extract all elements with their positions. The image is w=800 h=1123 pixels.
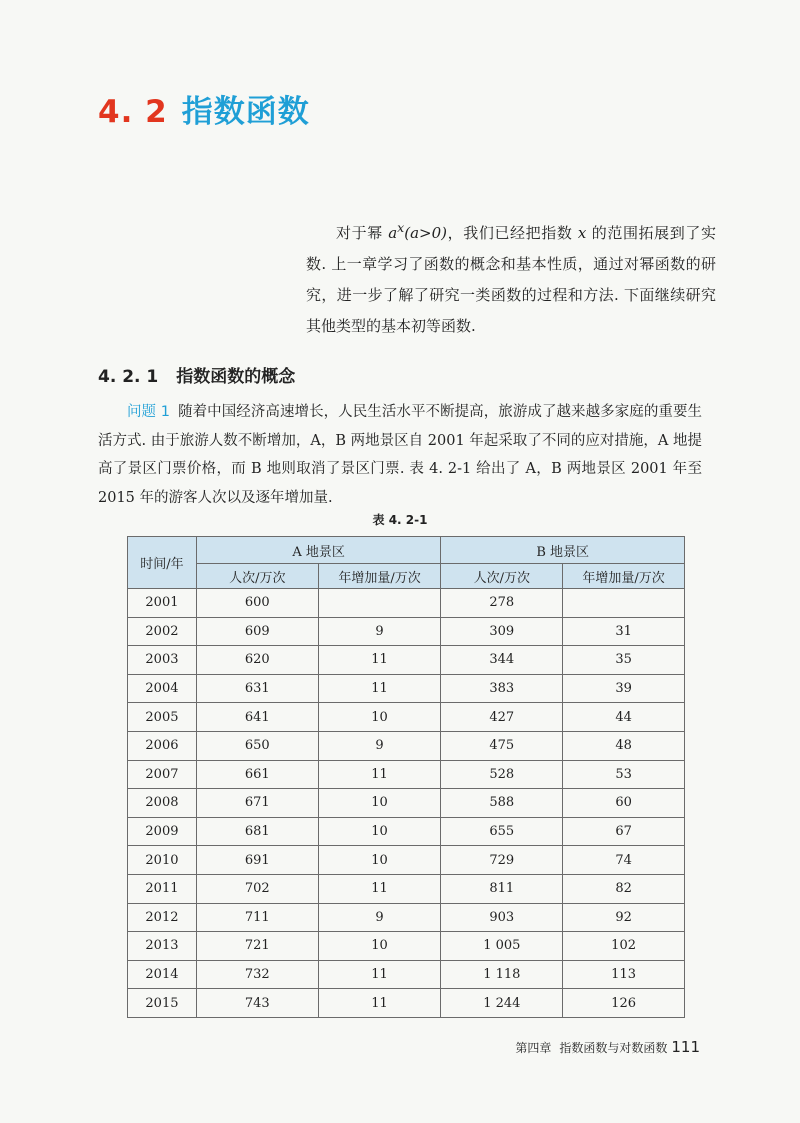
cell-a-visits: 721 bbox=[196, 932, 318, 961]
cell-b-increase: 31 bbox=[563, 617, 685, 646]
subsection-title bbox=[98, 362, 295, 387]
table-row bbox=[128, 731, 685, 760]
cell-a-increase: 11 bbox=[318, 960, 441, 989]
cell-b-visits: 1 118 bbox=[441, 960, 563, 989]
cell-b-visits: 1 005 bbox=[441, 932, 563, 961]
tourism-table bbox=[127, 536, 685, 1018]
cell-a-increase: 11 bbox=[318, 874, 441, 903]
cell-b-increase: 126 bbox=[563, 989, 685, 1018]
table-row bbox=[128, 846, 685, 875]
cell-a-visits: 732 bbox=[196, 960, 318, 989]
cell-a-visits: 641 bbox=[196, 703, 318, 732]
cell-b-visits: 309 bbox=[441, 617, 563, 646]
cell-b-visits: 278 bbox=[441, 589, 563, 618]
table-row bbox=[128, 874, 685, 903]
cell-a-increase: 10 bbox=[318, 817, 441, 846]
cell-b-increase: 35 bbox=[563, 646, 685, 675]
cell-b-visits: 729 bbox=[441, 846, 563, 875]
cell-year: 2012 bbox=[128, 903, 197, 932]
table-row bbox=[128, 989, 685, 1018]
power-condition: (a>0) bbox=[404, 224, 447, 242]
cell-b-increase: 82 bbox=[563, 874, 685, 903]
cell-year: 2008 bbox=[128, 789, 197, 818]
cell-b-increase bbox=[563, 589, 685, 618]
cell-a-increase: 9 bbox=[318, 731, 441, 760]
cell-a-increase bbox=[318, 589, 441, 618]
cell-a-visits: 702 bbox=[196, 874, 318, 903]
cell-a-visits: 681 bbox=[196, 817, 318, 846]
cell-year: 2014 bbox=[128, 960, 197, 989]
header-group-a: A 地景区 bbox=[196, 537, 441, 564]
table-row bbox=[128, 674, 685, 703]
section-title bbox=[98, 86, 310, 131]
cell-a-increase: 9 bbox=[318, 617, 441, 646]
table-row bbox=[128, 817, 685, 846]
cell-year: 2003 bbox=[128, 646, 197, 675]
cell-year: 2005 bbox=[128, 703, 197, 732]
subsection-name: 指数函数的概念 bbox=[176, 367, 296, 387]
intro-text-1: 对于幂 bbox=[336, 224, 389, 242]
table-row bbox=[128, 703, 685, 732]
cell-year: 2002 bbox=[128, 617, 197, 646]
header-time: 时间/年 bbox=[128, 537, 197, 589]
table-row bbox=[128, 932, 685, 961]
cell-b-increase: 92 bbox=[563, 903, 685, 932]
cell-a-visits: 711 bbox=[196, 903, 318, 932]
table-row bbox=[128, 646, 685, 675]
cell-a-visits: 671 bbox=[196, 789, 318, 818]
cell-b-visits: 903 bbox=[441, 903, 563, 932]
cell-b-visits: 811 bbox=[441, 874, 563, 903]
cell-year: 2013 bbox=[128, 932, 197, 961]
cell-a-visits: 661 bbox=[196, 760, 318, 789]
cell-b-visits: 528 bbox=[441, 760, 563, 789]
cell-b-increase: 102 bbox=[563, 932, 685, 961]
header-group-b: B 地景区 bbox=[441, 537, 685, 564]
cell-b-increase: 48 bbox=[563, 731, 685, 760]
cell-year: 2011 bbox=[128, 874, 197, 903]
table-row bbox=[128, 589, 685, 618]
cell-a-increase: 10 bbox=[318, 789, 441, 818]
cell-b-increase: 74 bbox=[563, 846, 685, 875]
table-row bbox=[128, 960, 685, 989]
cell-a-visits: 691 bbox=[196, 846, 318, 875]
cell-a-increase: 11 bbox=[318, 989, 441, 1018]
page-number: 111 bbox=[671, 1038, 700, 1056]
cell-a-increase: 11 bbox=[318, 646, 441, 675]
cell-a-visits: 631 bbox=[196, 674, 318, 703]
cell-b-increase: 53 bbox=[563, 760, 685, 789]
cell-a-visits: 609 bbox=[196, 617, 318, 646]
cell-a-visits: 600 bbox=[196, 589, 318, 618]
footer-chapter: 第四章 bbox=[515, 1041, 552, 1055]
cell-b-visits: 427 bbox=[441, 703, 563, 732]
table-body bbox=[128, 589, 685, 1018]
cell-year: 2009 bbox=[128, 817, 197, 846]
cell-b-increase: 67 bbox=[563, 817, 685, 846]
power-expression: $a^x$ bbox=[388, 220, 405, 242]
table-row bbox=[128, 789, 685, 818]
cell-year: 2004 bbox=[128, 674, 197, 703]
cell-a-visits: 743 bbox=[196, 989, 318, 1018]
cell-b-increase: 44 bbox=[563, 703, 685, 732]
table-row bbox=[128, 617, 685, 646]
intro-paragraph bbox=[306, 212, 716, 342]
cell-year: 2001 bbox=[128, 589, 197, 618]
cell-a-increase: 11 bbox=[318, 760, 441, 789]
problem-label: 问题 1 bbox=[127, 404, 171, 420]
intro-text-3: 的范围拓展到了实数. 上一章学习了函数的概念和基本性质，通过对幂函数的研究，进一步了解了研究一类函数的过程和方法. 下面继续研究其他类型的基本初等函数. bbox=[306, 224, 716, 335]
cell-b-visits: 588 bbox=[441, 789, 563, 818]
problem-text: 随着中国经济高速增长，人民生活水平不断提高，旅游成了越来越多家庭的重要生活方式. 由于旅游人数不断增加，A，B 两地景区自 2001 年起采取了不同的应对措施，A 地提高了景区门票价格，而 B 地则取消了景区门票. 表 4. 2-1 给出了 A，B 两地景区 2001 年至 2015 年的游客人次以及逐年增加量. bbox=[98, 404, 703, 506]
exponent-variable: x bbox=[577, 224, 587, 242]
table-caption: 表 4. 2-1 bbox=[372, 513, 428, 527]
page-footer bbox=[515, 1038, 700, 1056]
cell-b-visits: 1 244 bbox=[441, 989, 563, 1018]
header-b-visits: 人次/万次 bbox=[441, 564, 563, 589]
cell-a-increase: 9 bbox=[318, 903, 441, 932]
problem-paragraph bbox=[98, 398, 702, 512]
cell-b-increase: 39 bbox=[563, 674, 685, 703]
section-number: 4. 2 bbox=[98, 94, 168, 130]
header-a-increase: 年增加量/万次 bbox=[318, 564, 441, 589]
cell-year: 2006 bbox=[128, 731, 197, 760]
section-name: 指数函数 bbox=[181, 94, 310, 130]
cell-b-increase: 60 bbox=[563, 789, 685, 818]
footer-chapter-title: 指数函数与对数函数 bbox=[559, 1041, 668, 1055]
table-row bbox=[128, 903, 685, 932]
header-b-increase: 年增加量/万次 bbox=[563, 564, 685, 589]
table-row bbox=[128, 760, 685, 789]
cell-b-visits: 655 bbox=[441, 817, 563, 846]
cell-a-increase: 10 bbox=[318, 703, 441, 732]
header-a-visits: 人次/万次 bbox=[196, 564, 318, 589]
cell-b-visits: 383 bbox=[441, 674, 563, 703]
cell-b-increase: 113 bbox=[563, 960, 685, 989]
cell-a-increase: 10 bbox=[318, 932, 441, 961]
cell-a-visits: 620 bbox=[196, 646, 318, 675]
subsection-number: 4. 2. 1 bbox=[98, 367, 159, 387]
intro-text-2: ，我们已经把指数 bbox=[447, 224, 578, 242]
cell-a-increase: 10 bbox=[318, 846, 441, 875]
cell-year: 2015 bbox=[128, 989, 197, 1018]
cell-year: 2010 bbox=[128, 846, 197, 875]
cell-b-visits: 344 bbox=[441, 646, 563, 675]
cell-a-increase: 11 bbox=[318, 674, 441, 703]
cell-a-visits: 650 bbox=[196, 731, 318, 760]
cell-year: 2007 bbox=[128, 760, 197, 789]
cell-b-visits: 475 bbox=[441, 731, 563, 760]
